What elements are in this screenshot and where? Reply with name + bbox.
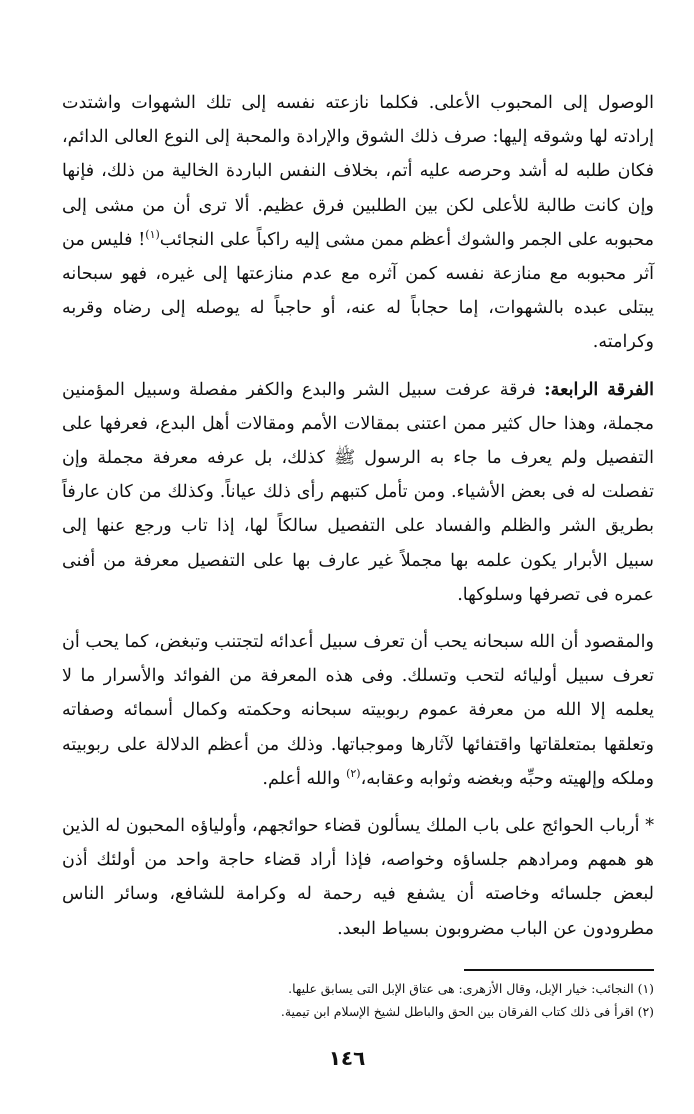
paragraph [62,625,654,796]
text-segment: والله أعلم. [262,768,347,789]
paragraph [62,373,654,612]
page-number: ١٤٦ [328,1046,366,1070]
text-segment: فرقة عرفت سبيل الشر والبدع والكفر مفصلة وسبيل المؤمنين مجملة، وهذا حال كثير ممن اعتنى بمقالات الأمم ومقالات أهل البدع، فعرفها على التفصيل ولم يعرف ما جاء به الرسول ﷺ كذلك، بل عرفه معرفة مجملة وإن تفصلت له فى بعض الأشياء. ومن تأمل كتبهم رأى ذلك عياناً. وكذلك من كان عارفاً بطريق الشر والظلم والفساد على التفصيل سالكاً لها، إذا تاب ورجع عنها إلى سبيل الأبرار يكون علمه بها مجملاً غير عارف بها على التفصيل معرفة من أفنى عمره فى تصرفها وسلوكها. [62,379,654,605]
text-segment: الوصول إلى المحبوب الأعلى. فكلما نازعته نفسه إلى تلك الشهوات واشتدت إرادته لها وشوقه إليها: صرف ذلك الشوق والإرادة والمحبة إلى النوع العالى الدائم، فكان طلبه له أشد وحرصه عليه أتم، بخلاف النفس الباردة الخالية من ذلك، فإنها وإن كانت طالبة للأعلى لكن بين الطلبين فرق عظيم. ألا ترى أن من مشى إلى محبوبه على الجمر والشوك أعظم ممن مشى إليه راكباً على النجائب [62,93,655,250]
text-segment: والمقصود أن الله سبحانه يحب أن تعرف سبيل أعدائه لتجتنب وتبغض، كما يحب أن تعرف سبيل أوليائه لتحب وتسلك. وفى هذه المعرفة من الفوائد والأسرار ما لا يعلمه إلا الله من معرفة عموم ربوبيته سبحانه وحكمته وكمال أسمائه وصفاته وتعلقها بمتعلقاتها واقتفائها لآثارها وموجباتها. وذلك من أعظم الدلالة على ربوبيته وملكه وإلهيته وحبِّه وبغضه وثوابه وعقابه، [62,632,654,789]
footnote-divider [464,969,654,971]
footnote: (١) النجائب: خيار الإبل، وقال الأزهرى: هى عتاق الإبل التى يسابق عليها. [288,981,654,996]
paragraph [62,86,654,360]
footnote-marker: (١) [145,227,160,241]
main-text [62,86,654,946]
footnotes [62,977,654,1023]
text-segment: * أرباب الحوائج على باب الملك يسألون قضاء حوائجهم، وأولياؤه المحبون له الذين هو همهم ومرادهم جلساؤه وخواصه، فإذا أراد قضاء حاجة واحد من أولئك أذن لبعض جلسائه وخاصته أن يشفع فيه رحمة له وكرامة للشافع، وسائر الناس مطرودون عن الباب مضروبون بسياط البعد. [62,816,654,939]
section-lead: الفرقة الرابعة: [544,378,655,400]
footnote-marker: (٢) [346,767,361,780]
footnote: (٢) اقرأ فى ذلك كتاب الفرقان بين الحق والباطل لشيخ الإسلام ابن تيمية. [280,1004,654,1019]
text-segment: ! فليس من آثر محبوبه مع منازعة نفسه كمن آثره مع عدم منازعتها إلى غيره، فهو سبحانه يبتلى عبده بالشهوات، إما حجاباً له عنه، أو حاجباً له يوصله إلى رضاه وقربه وكرامته. [62,229,654,353]
paragraph [62,809,654,946]
